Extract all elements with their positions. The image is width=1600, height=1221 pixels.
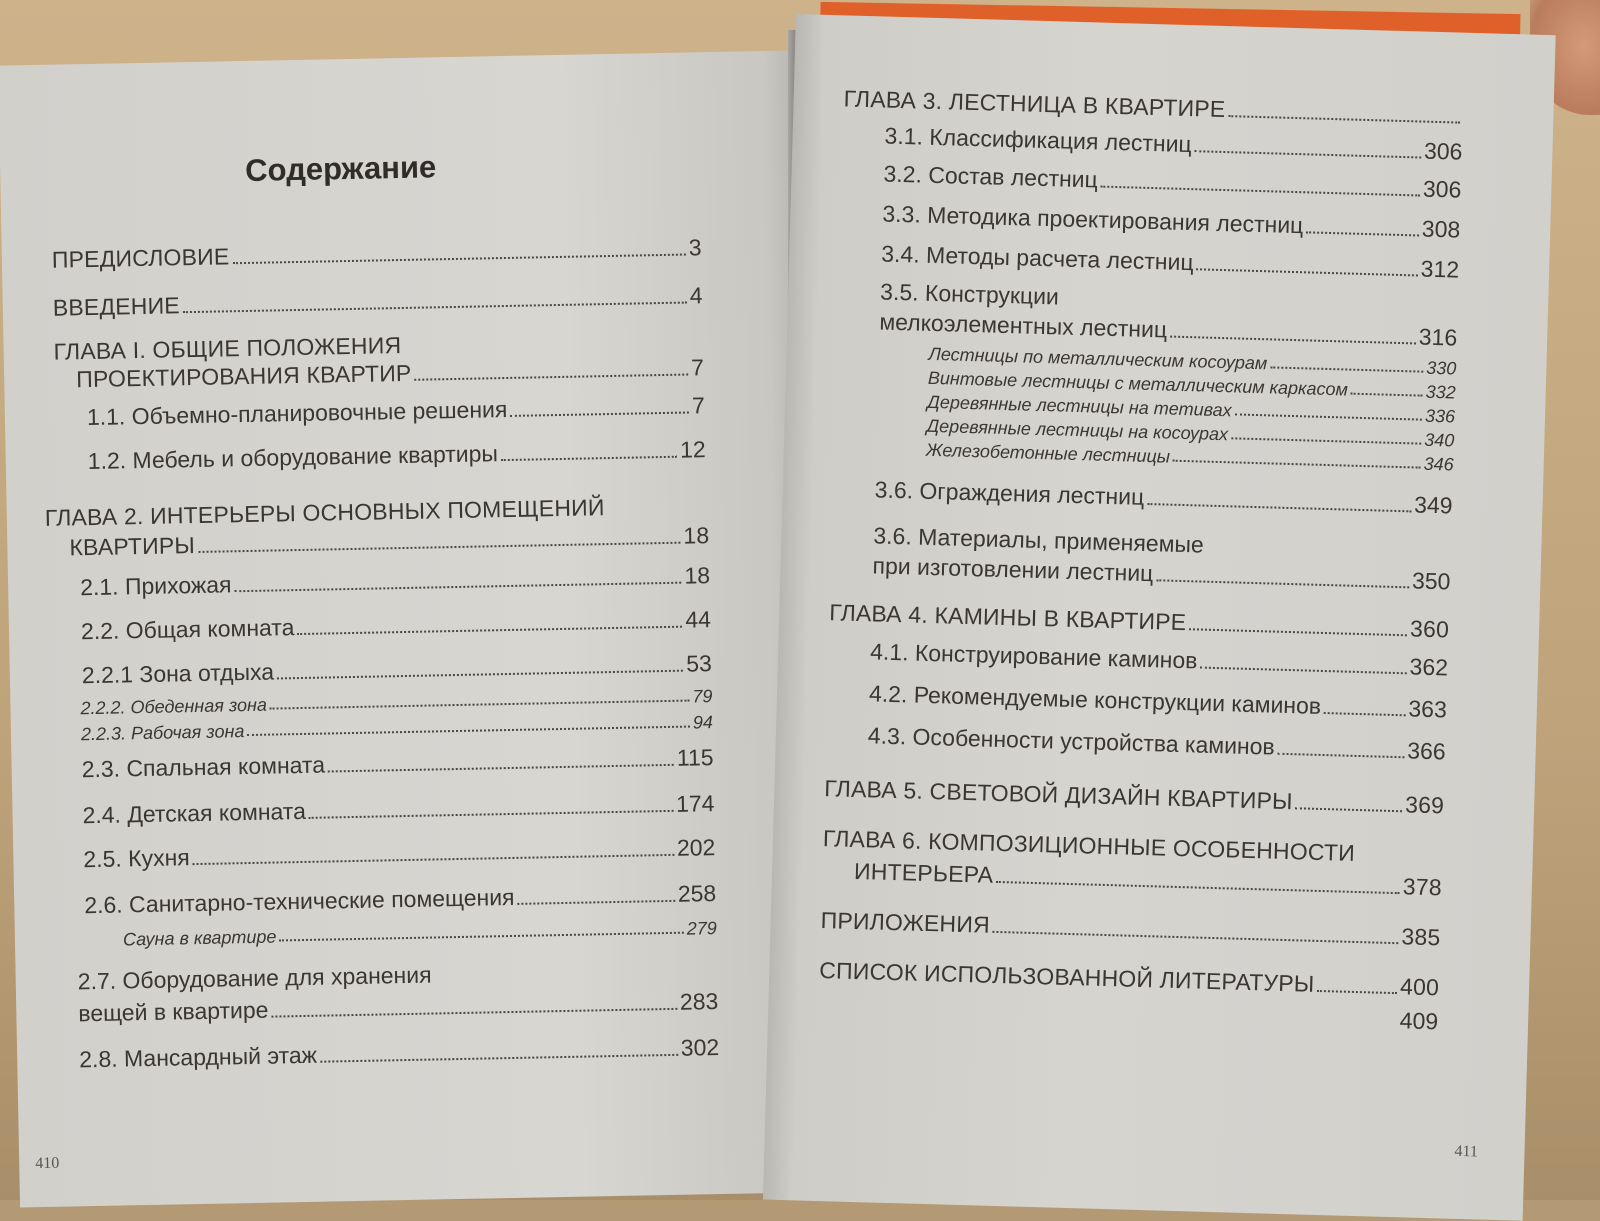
toc-entry-sauna: Сауна в квартире 279 xyxy=(122,918,718,950)
toc-entry-4-3: 4.3. Особенности устройства каминов 366 xyxy=(867,722,1447,765)
toc-entry-2-7: вещей в квартире 283 xyxy=(78,988,719,1027)
toc-entry-chapter-4: ГЛАВА 4. КАМИНЫ В КВАРТИРЕ 360 xyxy=(828,599,1450,643)
toc-entry-1-1: 1.1. Объемно-планировочные решения 7 xyxy=(86,392,706,431)
toc-entry-2-2-2: 2.2.2. Обеденная зона 79 xyxy=(80,686,713,719)
toc-entry-2-4: 2.4. Детская комната 174 xyxy=(82,790,715,829)
toc-entry-2-2-3: 2.2.3. Рабочая зона 94 xyxy=(80,712,714,745)
right-page xyxy=(763,14,1556,1221)
toc-entry-wooden-stringers: Деревянные лестницы на косоурах 340 xyxy=(926,415,1455,451)
toc-entry-3-6-materials-line1: 3.6. Материалы, применяемые xyxy=(873,522,1205,558)
toc-entry-2-2-1: 2.2.1 Зона отдыха 53 xyxy=(81,650,713,689)
toc-entry-3-6-railings: 3.6. Ограждения лестниц 349 xyxy=(874,476,1453,519)
toc-entry-2-6: 2.6. Санитарно-технические помещения 258 xyxy=(84,880,717,919)
toc-entry-2-5: 2.5. Кухня 202 xyxy=(83,834,716,873)
toc-entry-chapter-3: ГЛАВА 3. ЛЕСТНИЦА В КВАРТИРЕ xyxy=(843,85,1464,129)
toc-entry-3-3: 3.3. Методика проектирования лестниц 308 xyxy=(882,200,1461,243)
toc-entry-bibliography: СПИСОК ИСПОЛЬЗОВАННОЙ ЛИТЕРАТУРЫ 400 xyxy=(818,957,1440,1001)
toc-entry-concrete-stairs: Железобетонные лестницы 346 xyxy=(925,439,1454,475)
page-title: Содержание xyxy=(244,149,437,188)
toc-entry-2-2: 2.2. Общая комната 44 xyxy=(80,606,712,645)
toc-entry-last-page: 409 xyxy=(1399,1007,1439,1035)
toc-entry-chapter-6: ИНТЕРЬЕРА 378 xyxy=(853,857,1443,901)
toc-entry-4-1: 4.1. Конструирование каминов 362 xyxy=(869,638,1449,681)
toc-entry-3-6-materials: при изготовлении лестниц 350 xyxy=(872,552,1451,595)
toc-entry-chapter-5: ГЛАВА 5. СВЕТОВОЙ ДИЗАЙН КВАРТИРЫ 369 xyxy=(824,775,1445,819)
toc-entry-2-7-line1: 2.7. Оборудование для хранения xyxy=(77,961,432,995)
toc-chapter-1-line1: ГЛАВА I. ОБЩИЕ ПОЛОЖЕНИЯ xyxy=(53,332,402,365)
toc-entry-2-3: 2.3. Спальная комната 115 xyxy=(81,744,714,783)
toc-entry-3-4: 3.4. Методы расчета лестниц 312 xyxy=(880,240,1460,283)
toc-entry-chapter-2: КВАРТИРЫ 18 xyxy=(69,522,710,561)
toc-entry-metal-stringers: Лестницы по металлическим косоурам 330 xyxy=(928,343,1457,379)
page-number-left: 410 xyxy=(35,1154,60,1173)
toc-chapter-6-line1: ГЛАВА 6. КОМПОЗИЦИОННЫЕ ОСОБЕННОСТИ xyxy=(822,825,1356,866)
toc-entry-3-5-line1: 3.5. Конструкции xyxy=(879,278,1060,310)
toc-entry-2-8: 2.8. Мансардный этаж 302 xyxy=(78,1034,720,1073)
toc-entry-introduction: ВВЕДЕНИЕ 4 xyxy=(52,282,703,321)
toc-entry-3-2: 3.2. Состав лестниц 306 xyxy=(883,160,1462,203)
toc-entry-wooden-bowstrings: Деревянные лестницы на тетивах 336 xyxy=(926,391,1456,427)
toc-entry-2-1: 2.1. Прихожая 18 xyxy=(79,562,711,601)
left-page xyxy=(0,50,818,1207)
toc-chapter-2-line1: ГЛАВА 2. ИНТЕРЬЕРЫ ОСНОВНЫХ ПОМЕЩЕНИЙ xyxy=(44,494,605,531)
page-number-right: 411 xyxy=(1454,1142,1479,1161)
toc-entry-3-1: 3.1. Классификация лестниц 306 xyxy=(884,122,1463,165)
toc-entry-spiral-stairs: Винтовые лестницы с металлическим каркасом 332 xyxy=(927,367,1456,403)
toc-entry-appendices: ПРИЛОЖЕНИЯ 385 xyxy=(820,907,1441,951)
toc-entry-3-5: мелкоэлементных лестниц 316 xyxy=(879,308,1458,351)
toc-entry-chapter-1: ПРОЕКТИРОВАНИЯ КВАРТИР 7 xyxy=(75,354,705,393)
toc-entry-preface: ПРЕДИСЛОВИЕ 3 xyxy=(51,234,703,273)
toc-entry-1-2: 1.2. Мебель и оборудование квартиры 12 xyxy=(87,436,706,475)
toc-entry-4-2: 4.2. Рекомендуемые конструкции каминов 363 xyxy=(868,680,1448,723)
